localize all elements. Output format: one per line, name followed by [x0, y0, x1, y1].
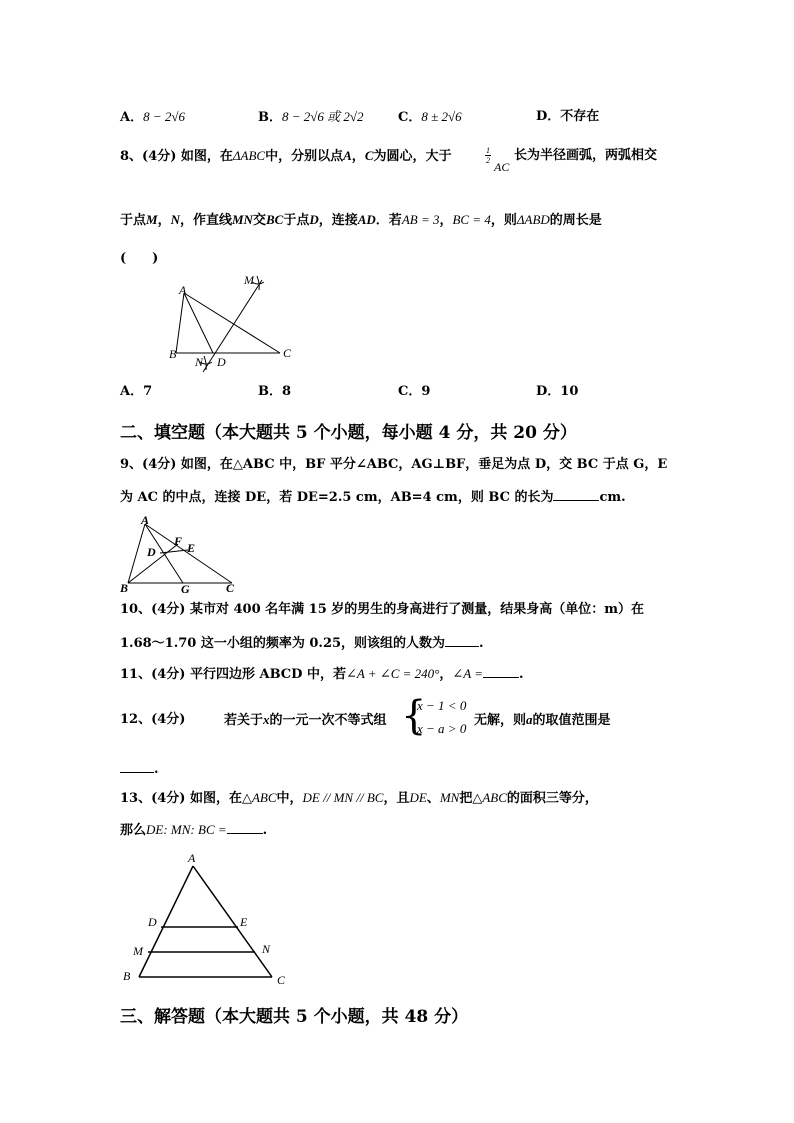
q8-fig-label-b: B: [169, 347, 177, 361]
q9-fig-label-g: G: [181, 582, 190, 596]
q8-fig-label-n: N: [195, 355, 204, 369]
q8-fig-label-a: A: [179, 283, 187, 297]
q13-line1: 13、(4分) 如图，在△ABC中，DE // MN // BC，且DE、MN把△ABC的面积三等分，: [120, 790, 598, 806]
q12-inequality-1: x − 1 < 0: [417, 698, 467, 713]
q8-option-c: C．9: [398, 384, 431, 399]
q9-fig-label-a: A: [141, 513, 150, 527]
q8-fraction: 1 2 AC: [486, 146, 510, 174]
q8-option-d: D．10: [536, 384, 579, 399]
q10-line1: 10、(4分) 某市对 400 名年满 15 岁的男生的身高进行了测量，结果身高（单位：m）在: [120, 602, 645, 617]
q8-line2: 于点M，N，作直线MN交BC于点D，连接AD．若AB = 3，BC = 4，则ΔABD的周长是: [120, 212, 602, 228]
q12-brace: {: [401, 693, 427, 739]
q10-line2: 1.68～1.70 这一小组的频率为 0.25，则该组的人数为 .: [120, 636, 484, 651]
q13-fig-label-c: C: [277, 973, 286, 987]
q9-fig-label-f: F: [174, 534, 183, 548]
q7-option-d: D．不存在: [536, 109, 600, 124]
q8-answer-paren: ( ): [120, 251, 159, 266]
q9-fig-label-b: B: [120, 581, 129, 595]
q13-fig-label-m: M: [133, 944, 143, 958]
q9-fig-label-c: C: [226, 581, 235, 595]
q7-option-a: A．8 − 2√6: [120, 109, 186, 125]
q13-fig-label-b: B: [123, 969, 131, 983]
section3-title: 三、解答题（本大题共 5 个小题，共 48 分）: [120, 1007, 469, 1027]
q8-option-b: B．8: [258, 384, 292, 399]
q8-fig-label-m: M: [244, 273, 254, 287]
q11: 11、(4分) 平行四边形 ABCD 中，若∠A + ∠C = 240°，∠A = .: [120, 666, 524, 682]
q12-text-b: 无解，则a的取值范围是: [474, 712, 611, 728]
q7-option-b: B．8 − 2√6 或 2√2: [258, 109, 364, 125]
q9-line1: 9、(4分) 如图，在△ABC 中，BF 平分∠ABC，AG⊥BF，垂足为点 D，交 BC 于点 G，E: [120, 457, 668, 472]
q12-inequality-2: x − a > 0: [417, 721, 467, 736]
q8-fig-label-c: C: [283, 346, 292, 360]
q8-line1: 8、(4分) 如图，在ΔABC中，分别以点A，C为圆心，大于: [120, 148, 452, 164]
q13-fig-label-d: D: [148, 915, 157, 929]
q12-text-a: 若关于x的一元一次不等式组: [224, 712, 387, 728]
q13-line2: 那么DE: MN: BC = .: [120, 822, 268, 838]
q8-line1-end: 长为半径画弧，两弧相交: [514, 148, 658, 163]
q13-fig-label-n: N: [262, 942, 271, 956]
q9-line2: 为 AC 的中点，连接 DE，若 DE=2.5 cm，AB=4 cm，则 BC 的长为 cm.: [120, 490, 626, 505]
q13-fig-label-a: A: [188, 851, 196, 865]
section2-title: 二、填空题（本大题共 5 个小题，每小题 4 分，共 20 分）: [120, 423, 577, 443]
q13-fig-label-e: E: [240, 915, 248, 929]
q8-fig-label-d: D: [217, 355, 226, 369]
q9-fig-label-e: E: [187, 541, 196, 555]
q12-label: 12、(4分): [120, 712, 186, 727]
q8-option-a: A．7: [120, 384, 153, 399]
q9-fig-label-d: D: [147, 545, 156, 559]
q12-answer: .: [120, 760, 159, 779]
q7-option-c: C．8 ± 2√6: [398, 109, 462, 125]
